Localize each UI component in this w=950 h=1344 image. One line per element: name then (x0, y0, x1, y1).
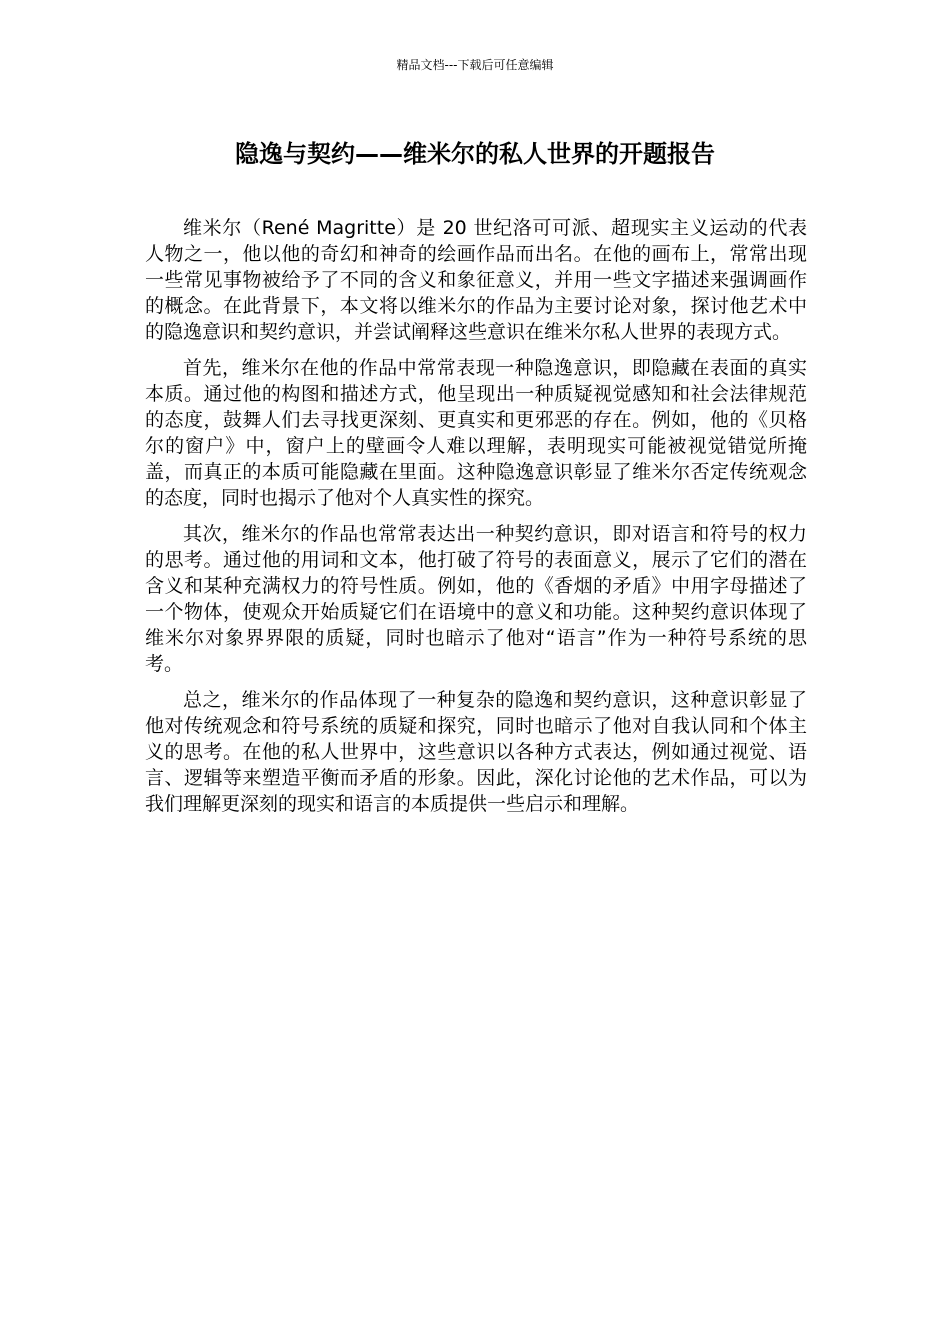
paragraph-first-point: 首先，维米尔在他的作品中常常表现一种隐逸意识，即隐藏在表面的真实本质。通过他的构图和描述方式，他呈现出一种质疑视觉感知和社会法律规范的态度，鼓舞人们去寻找更深刻、更真实和更邪恶的存在。例如，他的《贝格尔的窗户》中，窗户上的壁画令人难以理解，表明现实可能被视觉错觉所掩盖，而真正的本质可能隐藏在里面。这种隐逸意识彰显了维米尔否定传统观念的态度，同时也揭示了他对个人真实性的探究。 (145, 357, 807, 509)
header-note: 精品文档---下载后可任意编辑 (396, 58, 554, 72)
paragraph-second-point: 其次，维米尔的作品也常常表达出一种契约意识，即对语言和符号的权力的思考。通过他的用词和文本，他打破了符号的表面意义，展示了它们的潜在含义和某种充满权力的符号性质。例如，他的《香烟的矛盾》中用字母描述了一个物体，使观众开始质疑它们在语境中的意义和功能。这种契约意识体现了维米尔对象界界限的质疑，同时也暗示了他对“语言”作为一种符号系统的思考。 (145, 523, 807, 675)
paragraph-intro: 维米尔（René Magritte）是 20 世纪洛可可派、超现实主义运动的代表人物之一，他以他的奇幻和神奇的绘画作品而出名。在他的画布上，常常出现一些常见事物被给予了不同的含义和象征意义，并用一些文字描述来强调画作的概念。在此背景下，本文将以维米尔的作品为主要讨论对象，探讨他艺术中的隐逸意识和契约意识，并尝试阐释这些意识在维米尔私人世界的表现方式。 (145, 217, 807, 343)
document-title: 隐逸与契约——维米尔的私人世界的开题报告 (235, 140, 715, 168)
paragraph-conclusion: 总之，维米尔的作品体现了一种复杂的隐逸和契约意识，这种意识彰显了他对传统观念和符号系统的质疑和探究，同时也暗示了他对自我认同和个体主义的思考。在他的私人世界中，这些意识以各种方式表达，例如通过视觉、语言、逻辑等来塑造平衡而矛盾的形象。因此，深化讨论他的艺术作品，可以为我们理解更深刻的现实和语言的本质提供一些启示和理解。 (145, 689, 807, 815)
document-body (145, 215, 807, 827)
